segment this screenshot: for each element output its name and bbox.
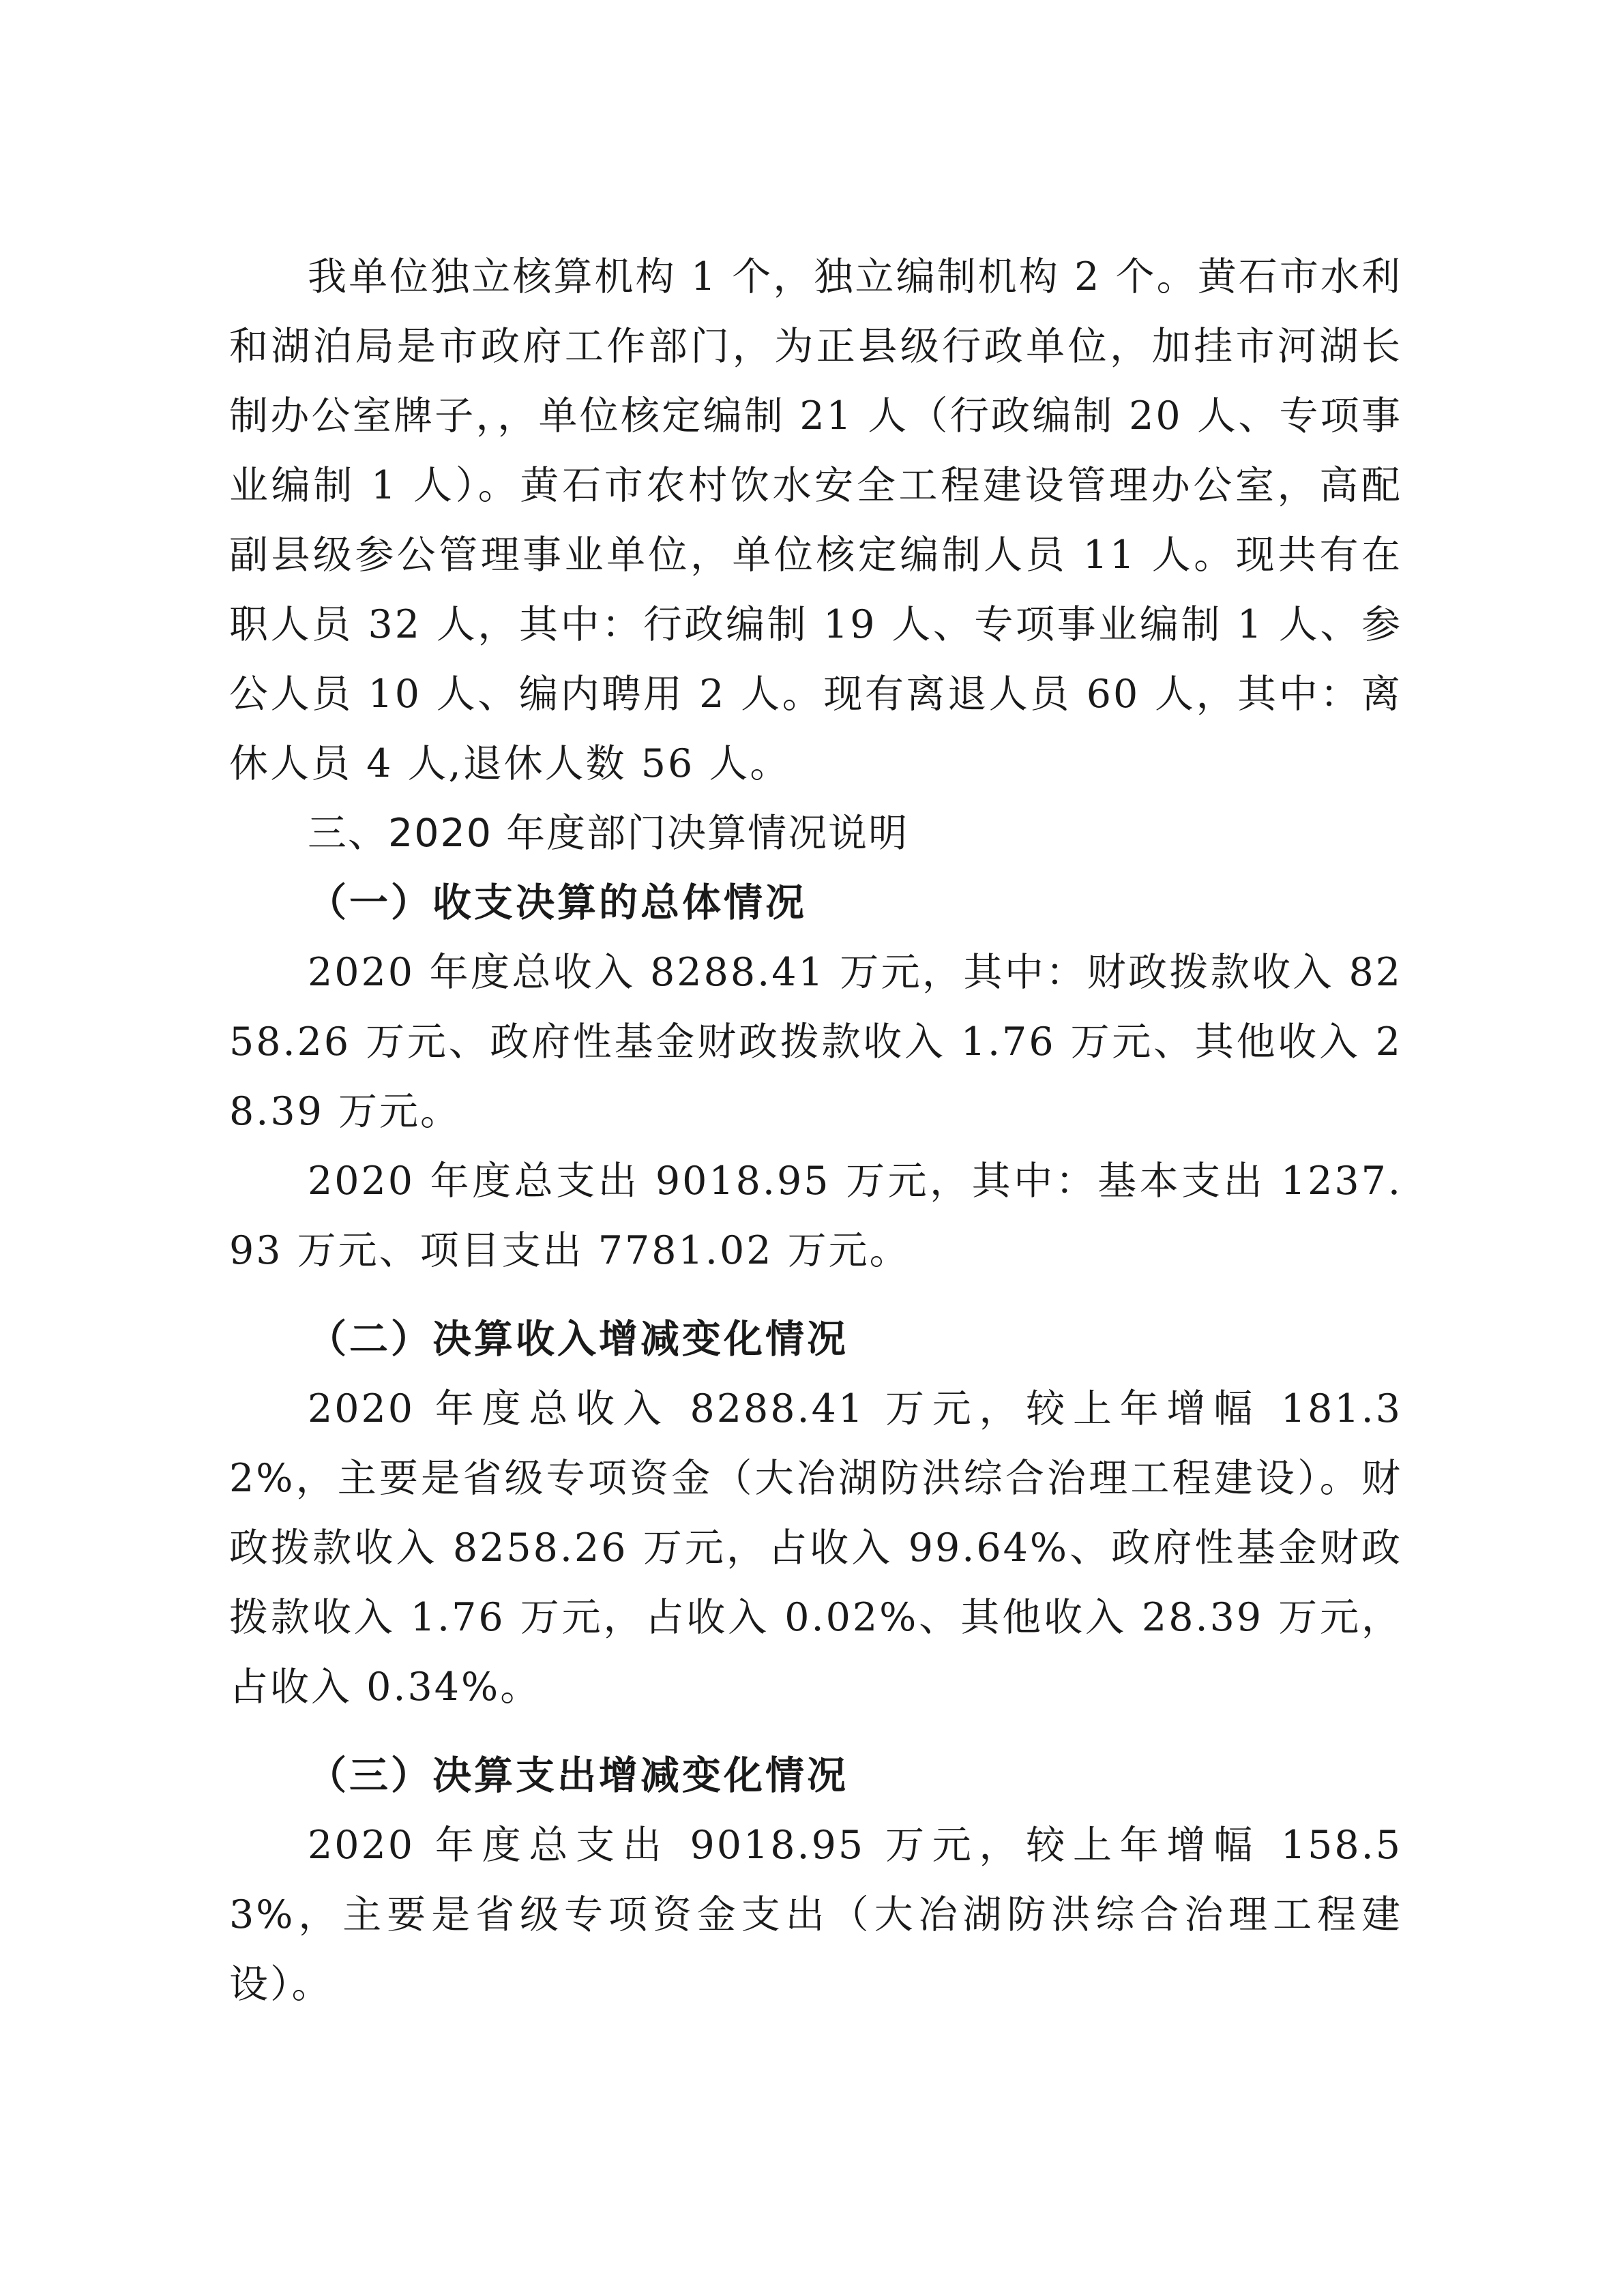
paragraph-expenditure-change: 2020 年度总支出 9018.95 万元，较上年增幅 158.53%，主要是省级专项资金支出（大冶湖防洪综合治理工程建设）。 [229, 1823, 1402, 2007]
paragraph-staffing: 我单位独立核算机构 1 个，独立编制机构 2 个。黄石市水利和湖泊局是市政府工作部门，为正县级行政单位，加挂市河湖长制办公室牌子，，单位核定编制 21 人（行政编制 20 人、专项事业编制 1 人）。黄石市农村饮水安全工程建设管理办公室，高配副县级参公管理事业单位，单位核定编制人员 11 人。现共有在职人员 32 人，其中：行政编制 19 人、专项事业编制 1 人、参公人员 10 人、编内聘用 2 人。现有离退人员 60 人，其中：离休人员 4 人,退休人数 56 人。 [229, 254, 1402, 786]
subsection-heading-overall: （一）收支决算的总体情况 [308, 880, 807, 925]
paragraph-total-income: 2020 年度总收入 8288.41 万元，其中：财政拨款收入 8258.26 万元、政府性基金财政拨款收入 1.76 万元、其他收入 28.39 万元。 [229, 950, 1402, 1134]
subsection-heading-expenditure-change: （三）决算支出增减变化情况 [308, 1753, 848, 1798]
subsection-heading-income-change: （二）决算收入增减变化情况 [308, 1317, 848, 1362]
paragraph-income-change: 2020 年度总收入 8288.41 万元，较上年增幅 181.32%，主要是省级专项资金（大冶湖防洪综合治理工程建设）。财政拨款收入 8258.26 万元，占收入 99.64%、政府性基金财政拨款收入 1.76 万元，占收入 0.02%、其他收入 28.39 万元，占收入 0.34%。 [229, 1386, 1402, 1710]
document-body [229, 242, 1402, 2019]
paragraph-total-expenditure: 2020 年度总支出 9018.95 万元，其中：基本支出 1237.93 万元、项目支出 7781.02 万元。 [229, 1159, 1402, 1273]
section-heading-final-accounts: 三、2020 年度部门决算情况说明 [308, 811, 909, 856]
